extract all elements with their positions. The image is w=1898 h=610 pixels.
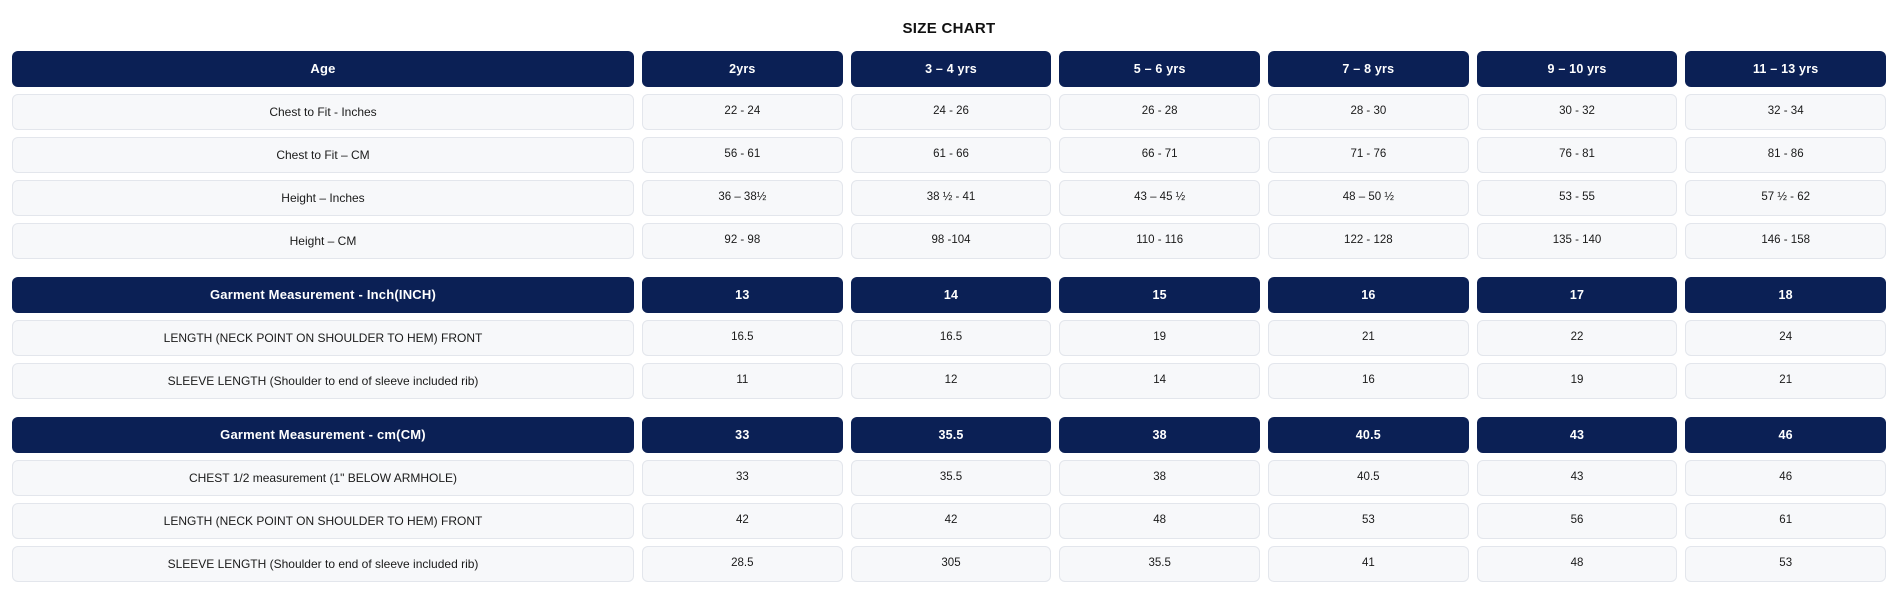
row-value: 36 – 38½ xyxy=(642,180,843,216)
row-value: 35.5 xyxy=(1059,546,1260,582)
row-value: 16.5 xyxy=(642,320,843,356)
header-cell-size: 16 xyxy=(1268,277,1469,313)
row-value: 22 xyxy=(1477,320,1678,356)
row-label: Height – CM xyxy=(12,223,634,259)
row-value: 12 xyxy=(851,363,1052,399)
table-row xyxy=(12,546,1886,582)
header-cell-size: 2yrs xyxy=(642,51,843,87)
row-value: 21 xyxy=(1268,320,1469,356)
row-value: 56 - 61 xyxy=(642,137,843,173)
header-cell-size: 33 xyxy=(642,417,843,453)
row-value: 81 - 86 xyxy=(1685,137,1886,173)
row-value: 48 – 50 ½ xyxy=(1268,180,1469,216)
row-label: Chest to Fit – CM xyxy=(12,137,634,173)
row-value: 71 - 76 xyxy=(1268,137,1469,173)
table-row xyxy=(12,94,1886,130)
page-title: SIZE CHART xyxy=(902,20,996,37)
row-value: 11 xyxy=(642,363,843,399)
table-row xyxy=(12,180,1886,216)
header-cell-label: Age xyxy=(12,51,634,87)
row-value: 24 xyxy=(1685,320,1886,356)
row-value: 38 ½ - 41 xyxy=(851,180,1052,216)
row-label: Height – Inches xyxy=(12,180,634,216)
size-section-garment-cm xyxy=(12,417,1886,582)
size-section-age xyxy=(12,51,1886,259)
row-value: 19 xyxy=(1059,320,1260,356)
row-value: 42 xyxy=(851,503,1052,539)
row-value: 43 – 45 ½ xyxy=(1059,180,1260,216)
header-cell-size: 13 xyxy=(642,277,843,313)
row-value: 146 - 158 xyxy=(1685,223,1886,259)
row-value: 28 - 30 xyxy=(1268,94,1469,130)
table-row xyxy=(12,503,1886,539)
row-value: 92 - 98 xyxy=(642,223,843,259)
table-row xyxy=(12,223,1886,259)
row-value: 41 xyxy=(1268,546,1469,582)
row-value: 122 - 128 xyxy=(1268,223,1469,259)
header-cell-size: 43 xyxy=(1477,417,1678,453)
header-cell-size: 14 xyxy=(851,277,1052,313)
header-cell-size: 35.5 xyxy=(851,417,1052,453)
row-value: 33 xyxy=(642,460,843,496)
row-value: 43 xyxy=(1477,460,1678,496)
row-value: 32 - 34 xyxy=(1685,94,1886,130)
size-section-garment-inch xyxy=(12,277,1886,399)
row-value: 66 - 71 xyxy=(1059,137,1260,173)
header-cell-size: 17 xyxy=(1477,277,1678,313)
row-value: 61 xyxy=(1685,503,1886,539)
header-cell-size: 3 – 4 yrs xyxy=(851,51,1052,87)
row-value: 135 - 140 xyxy=(1477,223,1678,259)
row-label: LENGTH (NECK POINT ON SHOULDER TO HEM) FRONT xyxy=(12,320,634,356)
header-cell-size: 9 – 10 yrs xyxy=(1477,51,1678,87)
row-value: 46 xyxy=(1685,460,1886,496)
header-cell-size: 38 xyxy=(1059,417,1260,453)
row-value: 16.5 xyxy=(851,320,1052,356)
row-value: 14 xyxy=(1059,363,1260,399)
row-value: 42 xyxy=(642,503,843,539)
table-header-row xyxy=(12,277,1886,313)
row-value: 53 xyxy=(1685,546,1886,582)
row-value: 28.5 xyxy=(642,546,843,582)
row-label: SLEEVE LENGTH (Shoulder to end of sleeve included rib) xyxy=(12,363,634,399)
row-value: 35.5 xyxy=(851,460,1052,496)
table-row xyxy=(12,320,1886,356)
header-cell-size: 40.5 xyxy=(1268,417,1469,453)
row-value: 98 -104 xyxy=(851,223,1052,259)
row-value: 48 xyxy=(1477,546,1678,582)
row-value: 76 - 81 xyxy=(1477,137,1678,173)
row-label: SLEEVE LENGTH (Shoulder to end of sleeve included rib) xyxy=(12,546,634,582)
row-value: 110 - 116 xyxy=(1059,223,1260,259)
row-value: 40.5 xyxy=(1268,460,1469,496)
row-value: 305 xyxy=(851,546,1052,582)
row-value: 38 xyxy=(1059,460,1260,496)
table-header-row xyxy=(12,417,1886,453)
row-value: 61 - 66 xyxy=(851,137,1052,173)
row-value: 26 - 28 xyxy=(1059,94,1260,130)
header-cell-size: 15 xyxy=(1059,277,1260,313)
header-cell-size: 5 – 6 yrs xyxy=(1059,51,1260,87)
row-value: 19 xyxy=(1477,363,1678,399)
row-value: 56 xyxy=(1477,503,1678,539)
row-value: 21 xyxy=(1685,363,1886,399)
table-row xyxy=(12,137,1886,173)
row-value: 53 - 55 xyxy=(1477,180,1678,216)
header-cell-size: 18 xyxy=(1685,277,1886,313)
row-value: 30 - 32 xyxy=(1477,94,1678,130)
row-label: Chest to Fit - Inches xyxy=(12,94,634,130)
header-cell-size: 11 – 13 yrs xyxy=(1685,51,1886,87)
header-cell-size: 46 xyxy=(1685,417,1886,453)
row-value: 53 xyxy=(1268,503,1469,539)
header-cell-label: Garment Measurement - cm(CM) xyxy=(12,417,634,453)
row-value: 16 xyxy=(1268,363,1469,399)
header-cell-size: 7 – 8 yrs xyxy=(1268,51,1469,87)
table-row xyxy=(12,363,1886,399)
row-label: CHEST 1/2 measurement (1" BELOW ARMHOLE) xyxy=(12,460,634,496)
row-label: LENGTH (NECK POINT ON SHOULDER TO HEM) FRONT xyxy=(12,503,634,539)
row-value: 24 - 26 xyxy=(851,94,1052,130)
row-value: 57 ½ - 62 xyxy=(1685,180,1886,216)
row-value: 48 xyxy=(1059,503,1260,539)
row-value: 22 - 24 xyxy=(642,94,843,130)
table-row xyxy=(12,460,1886,496)
table-header-row xyxy=(12,51,1886,87)
header-cell-label: Garment Measurement - Inch(INCH) xyxy=(12,277,634,313)
